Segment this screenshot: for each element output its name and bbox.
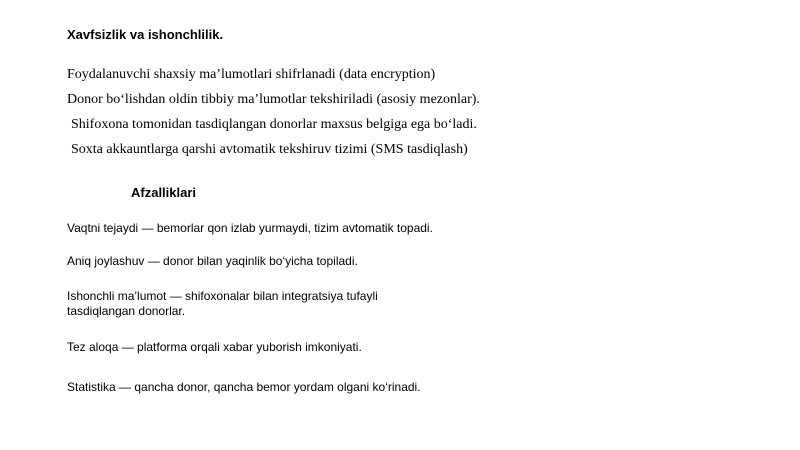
advantage-item-statistics: Statistika — qancha donor, qancha bemor yordam olgani ko‘rinadi. (67, 380, 421, 394)
security-line-medical-check: Donor bo‘lishdan oldin tibbiy ma’lumotlar tekshiriladi (asosiy mezonlar). (67, 92, 480, 107)
advantage-item-time: Vaqtni tejaydi — bemorlar qon izlab yurmaydi, tizim avtomatik topadi. (67, 221, 433, 235)
advantage-item-location: Aniq joylashuv — donor bilan yaqinlik bo‘yicha topiladi. (67, 254, 358, 268)
security-line-verified-badge: Shifoxona tomonidan tasdiqlangan donorlar maxsus belgiga ega bo‘ladi. (71, 117, 477, 132)
section-title-security: Xavfsizlik va ishonchlilik. (67, 27, 224, 42)
section-title-advantages: Afzalliklari (131, 185, 197, 200)
advantage-item-reliable-info-cont: tasdiqlangan donorlar. (67, 304, 186, 318)
security-line-encryption: Foydalanuvchi shaxsiy ma’lumotlari shifrlanadi (data encryption) (67, 67, 436, 82)
advantage-item-fast-contact: Tez aloqa — platforma orqali xabar yuborish imkoniyati. (67, 340, 362, 354)
security-line-sms-verification: Soxta akkauntlarga qarshi avtomatik tekshiruv tizimi (SMS tasdiqlash) (71, 142, 468, 157)
advantage-item-reliable-info: Ishonchli ma’lumot — shifoxonalar bilan integratsiya tufayli (67, 289, 378, 303)
